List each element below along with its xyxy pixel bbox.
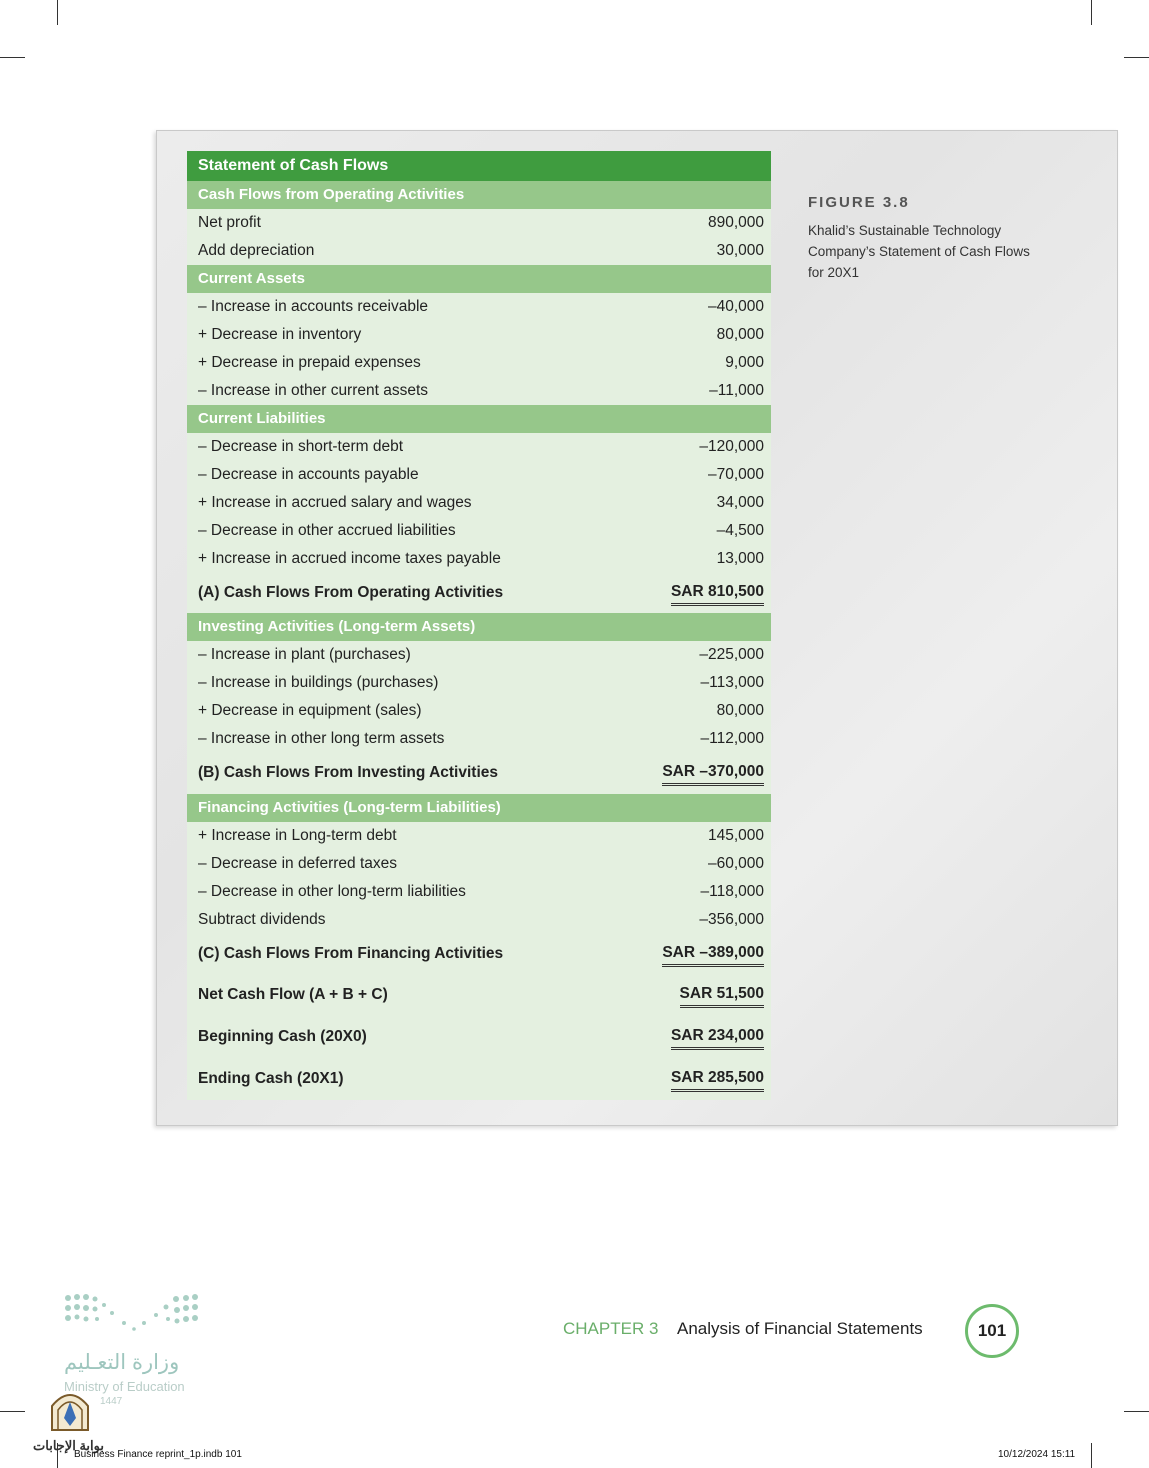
section-header: Current Liabilities — [187, 405, 771, 433]
row-value: –4,500 — [716, 522, 764, 539]
table-row — [187, 377, 771, 405]
section-header: Cash Flows from Operating Activities — [187, 181, 771, 209]
print-slug-file: Business Finance reprint_1p.indb 101 — [74, 1449, 242, 1460]
row-label: + Increase in accrued salary and wages — [198, 494, 472, 511]
watermark-text: بوابة الإجابات — [33, 1438, 104, 1453]
crop-mark — [0, 57, 25, 58]
table-row — [187, 906, 771, 934]
row-value: SAR 285,500 — [671, 1067, 764, 1092]
table-row — [187, 878, 771, 906]
row-value: –118,000 — [700, 883, 764, 900]
chapter-title: Analysis of Financial Statements — [677, 1319, 923, 1338]
row-label: – Increase in buildings (purchases) — [198, 674, 439, 691]
row-label: Ending Cash (20X1) — [198, 1070, 344, 1087]
row-value: –112,000 — [700, 730, 764, 747]
row-label: + Decrease in inventory — [198, 326, 362, 343]
row-value: SAR 51,500 — [680, 983, 764, 1008]
table-row — [187, 349, 771, 377]
row-value: SAR –370,000 — [662, 761, 764, 786]
section-header: Investing Activities (Long-term Assets) — [187, 613, 771, 641]
row-label: – Increase in other current assets — [198, 382, 429, 399]
chapter-label: CHAPTER 3 — [563, 1319, 659, 1338]
table-row — [187, 433, 771, 461]
row-label: (A) Cash Flows From Operating Activities — [198, 584, 504, 601]
section-header: Financing Activities (Long-term Liabilities) — [187, 794, 771, 822]
crop-mark — [1091, 0, 1092, 25]
watermark-badge-icon — [48, 1388, 92, 1432]
row-value: 13,000 — [716, 550, 764, 567]
figure-number: FIGURE 3.8 — [808, 194, 910, 211]
row-value: 30,000 — [716, 242, 764, 259]
row-label: Net Cash Flow (A + B + C) — [198, 986, 388, 1003]
row-value: 145,000 — [707, 827, 764, 844]
total-row — [187, 981, 771, 1009]
table-row — [187, 850, 771, 878]
total-row — [187, 940, 771, 968]
row-value: –113,000 — [700, 674, 764, 691]
row-value: 80,000 — [716, 326, 764, 343]
table-title: Statement of Cash Flows — [187, 151, 771, 181]
row-label: Net profit — [198, 214, 261, 231]
row-value: –120,000 — [699, 438, 764, 455]
crop-mark — [1091, 1443, 1092, 1468]
print-slug-date: 10/12/2024 15:11 — [998, 1449, 1076, 1460]
row-label: + Increase in accrued income taxes payable — [198, 550, 501, 567]
row-value: –356,000 — [699, 911, 764, 928]
row-label: (C) Cash Flows From Financing Activities — [198, 945, 504, 962]
row-value: SAR 234,000 — [671, 1025, 764, 1050]
ministry-arabic-name: وزارة التعـليم — [64, 1351, 180, 1374]
row-label: Add depreciation — [198, 242, 315, 259]
table-row — [187, 669, 771, 697]
row-label: – Decrease in short-term debt — [198, 438, 404, 455]
row-value: 9,000 — [725, 354, 764, 371]
ministry-logo-dots-icon — [64, 1293, 200, 1335]
ministry-english-name: Ministry of Education — [64, 1379, 185, 1394]
row-label: (B) Cash Flows From Investing Activities — [198, 764, 499, 781]
table-row — [187, 822, 771, 850]
row-label: – Decrease in other long-term liabilities — [198, 883, 466, 900]
crop-mark — [0, 1411, 25, 1412]
ministry-year: 1447 — [100, 1396, 123, 1407]
table-row — [187, 209, 771, 237]
table-row — [187, 545, 771, 573]
row-label: + Decrease in prepaid expenses — [198, 354, 421, 371]
cash-flow-statement-table — [187, 151, 771, 1100]
total-row — [187, 579, 771, 607]
crop-mark — [1124, 57, 1149, 58]
row-label: – Increase in other long term assets — [198, 730, 445, 747]
figure-caption: Khalid’s Sustainable Technology Company’s Statement of Cash Flows for 20X1 — [808, 223, 1030, 280]
row-label: – Increase in plant (purchases) — [198, 646, 411, 663]
row-value: SAR –389,000 — [662, 942, 764, 967]
table-row — [187, 489, 771, 517]
row-label: – Decrease in deferred taxes — [198, 855, 398, 872]
table-row — [187, 461, 771, 489]
table-row — [187, 321, 771, 349]
row-label: – Decrease in other accrued liabilities — [198, 522, 456, 539]
table-row — [187, 725, 771, 753]
section-header: Current Assets — [187, 265, 771, 293]
crop-mark — [1124, 1411, 1149, 1412]
row-value: –70,000 — [707, 466, 764, 483]
row-label: Beginning Cash (20X0) — [198, 1028, 367, 1045]
table-row — [187, 697, 771, 725]
row-value: –11,000 — [709, 382, 764, 399]
total-row — [187, 1023, 771, 1051]
total-row — [187, 1065, 771, 1093]
table-row — [187, 237, 771, 265]
row-value: 80,000 — [716, 702, 764, 719]
row-value: –60,000 — [707, 855, 764, 872]
row-label: – Decrease in accounts payable — [198, 466, 419, 483]
crop-mark — [57, 0, 58, 25]
row-value: –40,000 — [707, 298, 764, 315]
table-row — [187, 641, 771, 669]
row-value: –225,000 — [699, 646, 764, 663]
table-row — [187, 517, 771, 545]
row-value: SAR 810,500 — [671, 581, 764, 606]
table-row — [187, 293, 771, 321]
page-number: 101 — [965, 1304, 1019, 1358]
row-value: 890,000 — [707, 214, 764, 231]
row-label: Subtract dividends — [198, 911, 326, 928]
row-label: + Increase in Long-term debt — [198, 827, 397, 844]
total-row — [187, 759, 771, 787]
row-value: 34,000 — [716, 494, 764, 511]
row-label: + Decrease in equipment (sales) — [198, 702, 422, 719]
row-label: – Increase in accounts receivable — [198, 298, 429, 315]
